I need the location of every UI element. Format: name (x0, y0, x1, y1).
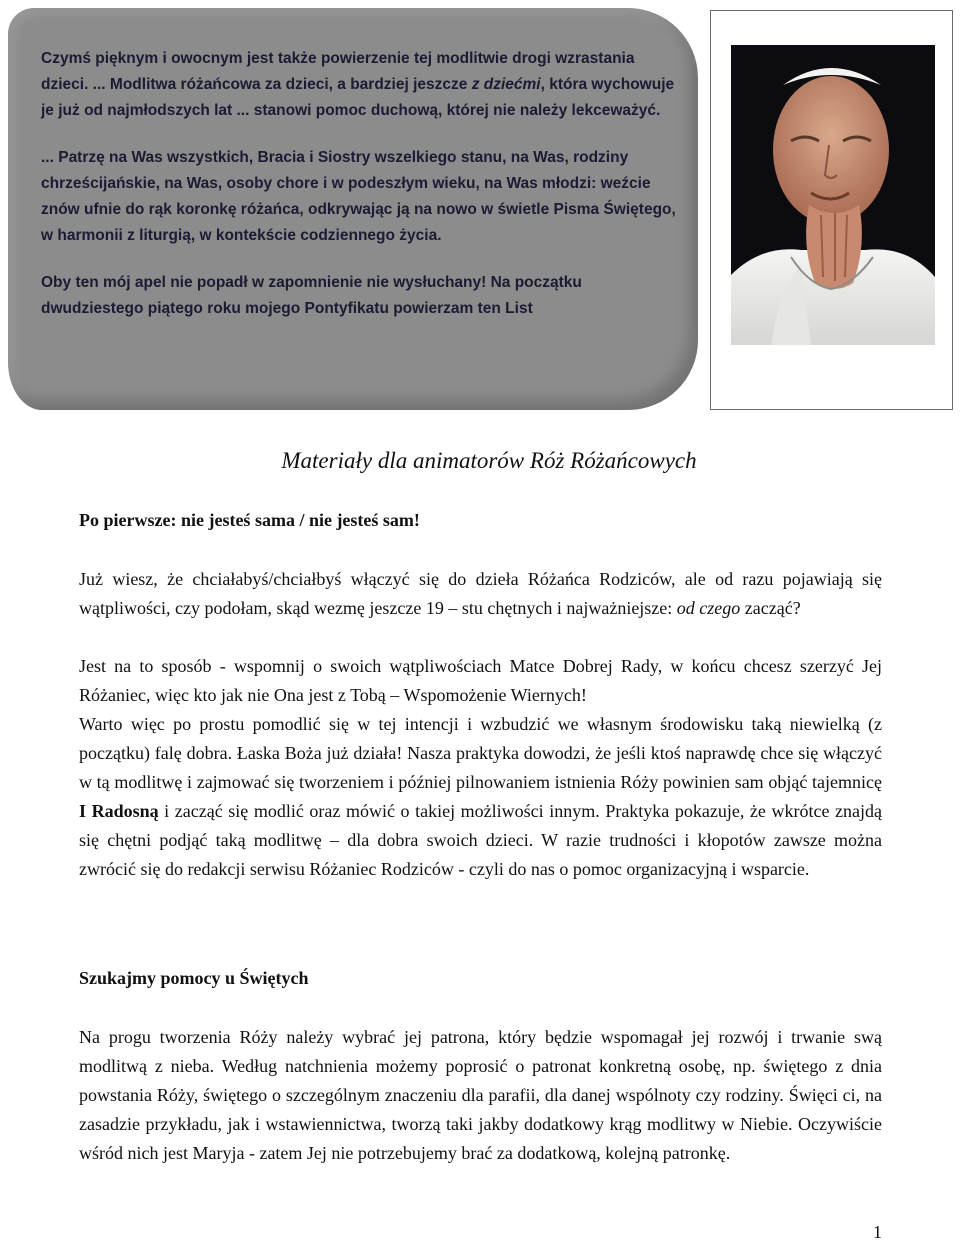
quote-paragraph-1: Czymś pięknym i owocnym jest także powierzenie tej modlitwie drogi wzrastania dzieci. ... Modlitwa różańcowa za dzieci, a bardziej jeszcze z dziećmi, która wychowuje je już od najmłodszych lat ... stanowi pomoc duchową, której nie należy lekceważyć. (41, 50, 675, 119)
quote-paragraph-3: Oby ten mój apel nie popadł w zapomnienie nie wysłuchany! Na początku dwudziestego piątego roku mojego Pontyfikatu powierzam ten List (41, 274, 582, 317)
section-1-heading: Po pierwsze: nie jesteś sama / nie jesteś sam! (79, 510, 420, 530)
page-number: 1 (873, 1222, 882, 1242)
portrait-photo-image (731, 45, 935, 345)
section-2-heading: Szukajmy pomocy u Świętych (79, 968, 309, 988)
section-1-paragraph-1: Już wiesz, że chciałabyś/chciałbyś włączyć się do dzieła Różańca Rodziców, ale od razu pojawiają się wątpliwości, czy podołam, skąd wezmę jeszcze 19 – stu chętnych i najważniejsze: od czego zacząć? (79, 569, 882, 618)
quote-paragraph-2: ... Patrzę na Was wszystkich, Bracia i Siostry wszelkiego stanu, na Was, rodziny chrześcijańskie, na Was, osoby chore i w podeszłym wieku, na Was młodzi: weźcie znów ufnie do rąk koronkę różańca, odkrywając ją na nowo w świetle Pisma Świętego, w harmonii z liturgią, w kontekście codziennego życia. (41, 149, 676, 244)
quote-box (8, 8, 698, 410)
quote-text (41, 46, 681, 322)
section-2-body (79, 1023, 882, 1168)
document-title: Materiały dla animatorów Róż Różańcowych (281, 448, 697, 473)
section-2-paragraph: Na progu tworzenia Róży należy wybrać jej patrona, który będzie wspomagał jej rozwój i trwanie swą modlitwą z nieba. Według natchnienia możemy poprosić o patronat konkretną osobę, np. świętego z dnia powstania Róży, świętego o szczególnym znaczeniu dla parafii, dla danej wspólnoty czy rodziny. Święci ci, na zasadzie przykładu, jak i wstawiennictwa, tworzą taki jakby dodatkowy krąg modlitwy w Niebie. Oczywiście wśród nich jest Maryja - zatem Jej nie potrzebujemy brać za dodatkową, kolejną patronkę. (79, 1027, 882, 1163)
section-1-paragraph-2: Jest na to sposób - wspomnij o swoich wątpliwościach Matce Dobrej Rady, w końcu chcesz szerzyć Jej Różaniec, więc kto jak nie Ona jest z Tobą – Wspomożenie Wiernych! (79, 656, 882, 705)
section-1-body (79, 565, 882, 884)
portrait-photo (710, 10, 953, 410)
section-1-paragraph-3: Warto więc po prostu pomodlić się w tej intencji i wzbudzić we własnym środowisku taką niewielką (z początku) falę dobra. Łaska Boża już działa! Nasza praktyka dowodzi, że jeśli ktoś naprawdę chce się włączyć w tą modlitwę i zajmować się tworzeniem i później pilnowaniem istnienia Róży powinien sam objąć tajemnicę I Radosną i zacząć się modlić oraz mówić o takiej możliwości innym. Praktyka pokazuje, że wkrótce znajdą się chętni podjąć taką modlitwę – dla dobra swoich dzieci. W razie trudności i kłopotów zawsze można zwrócić się do redakcji serwisu Różaniec Rodziców - czyli do nas o pomoc organizacyjną i wsparcie. (79, 714, 882, 879)
